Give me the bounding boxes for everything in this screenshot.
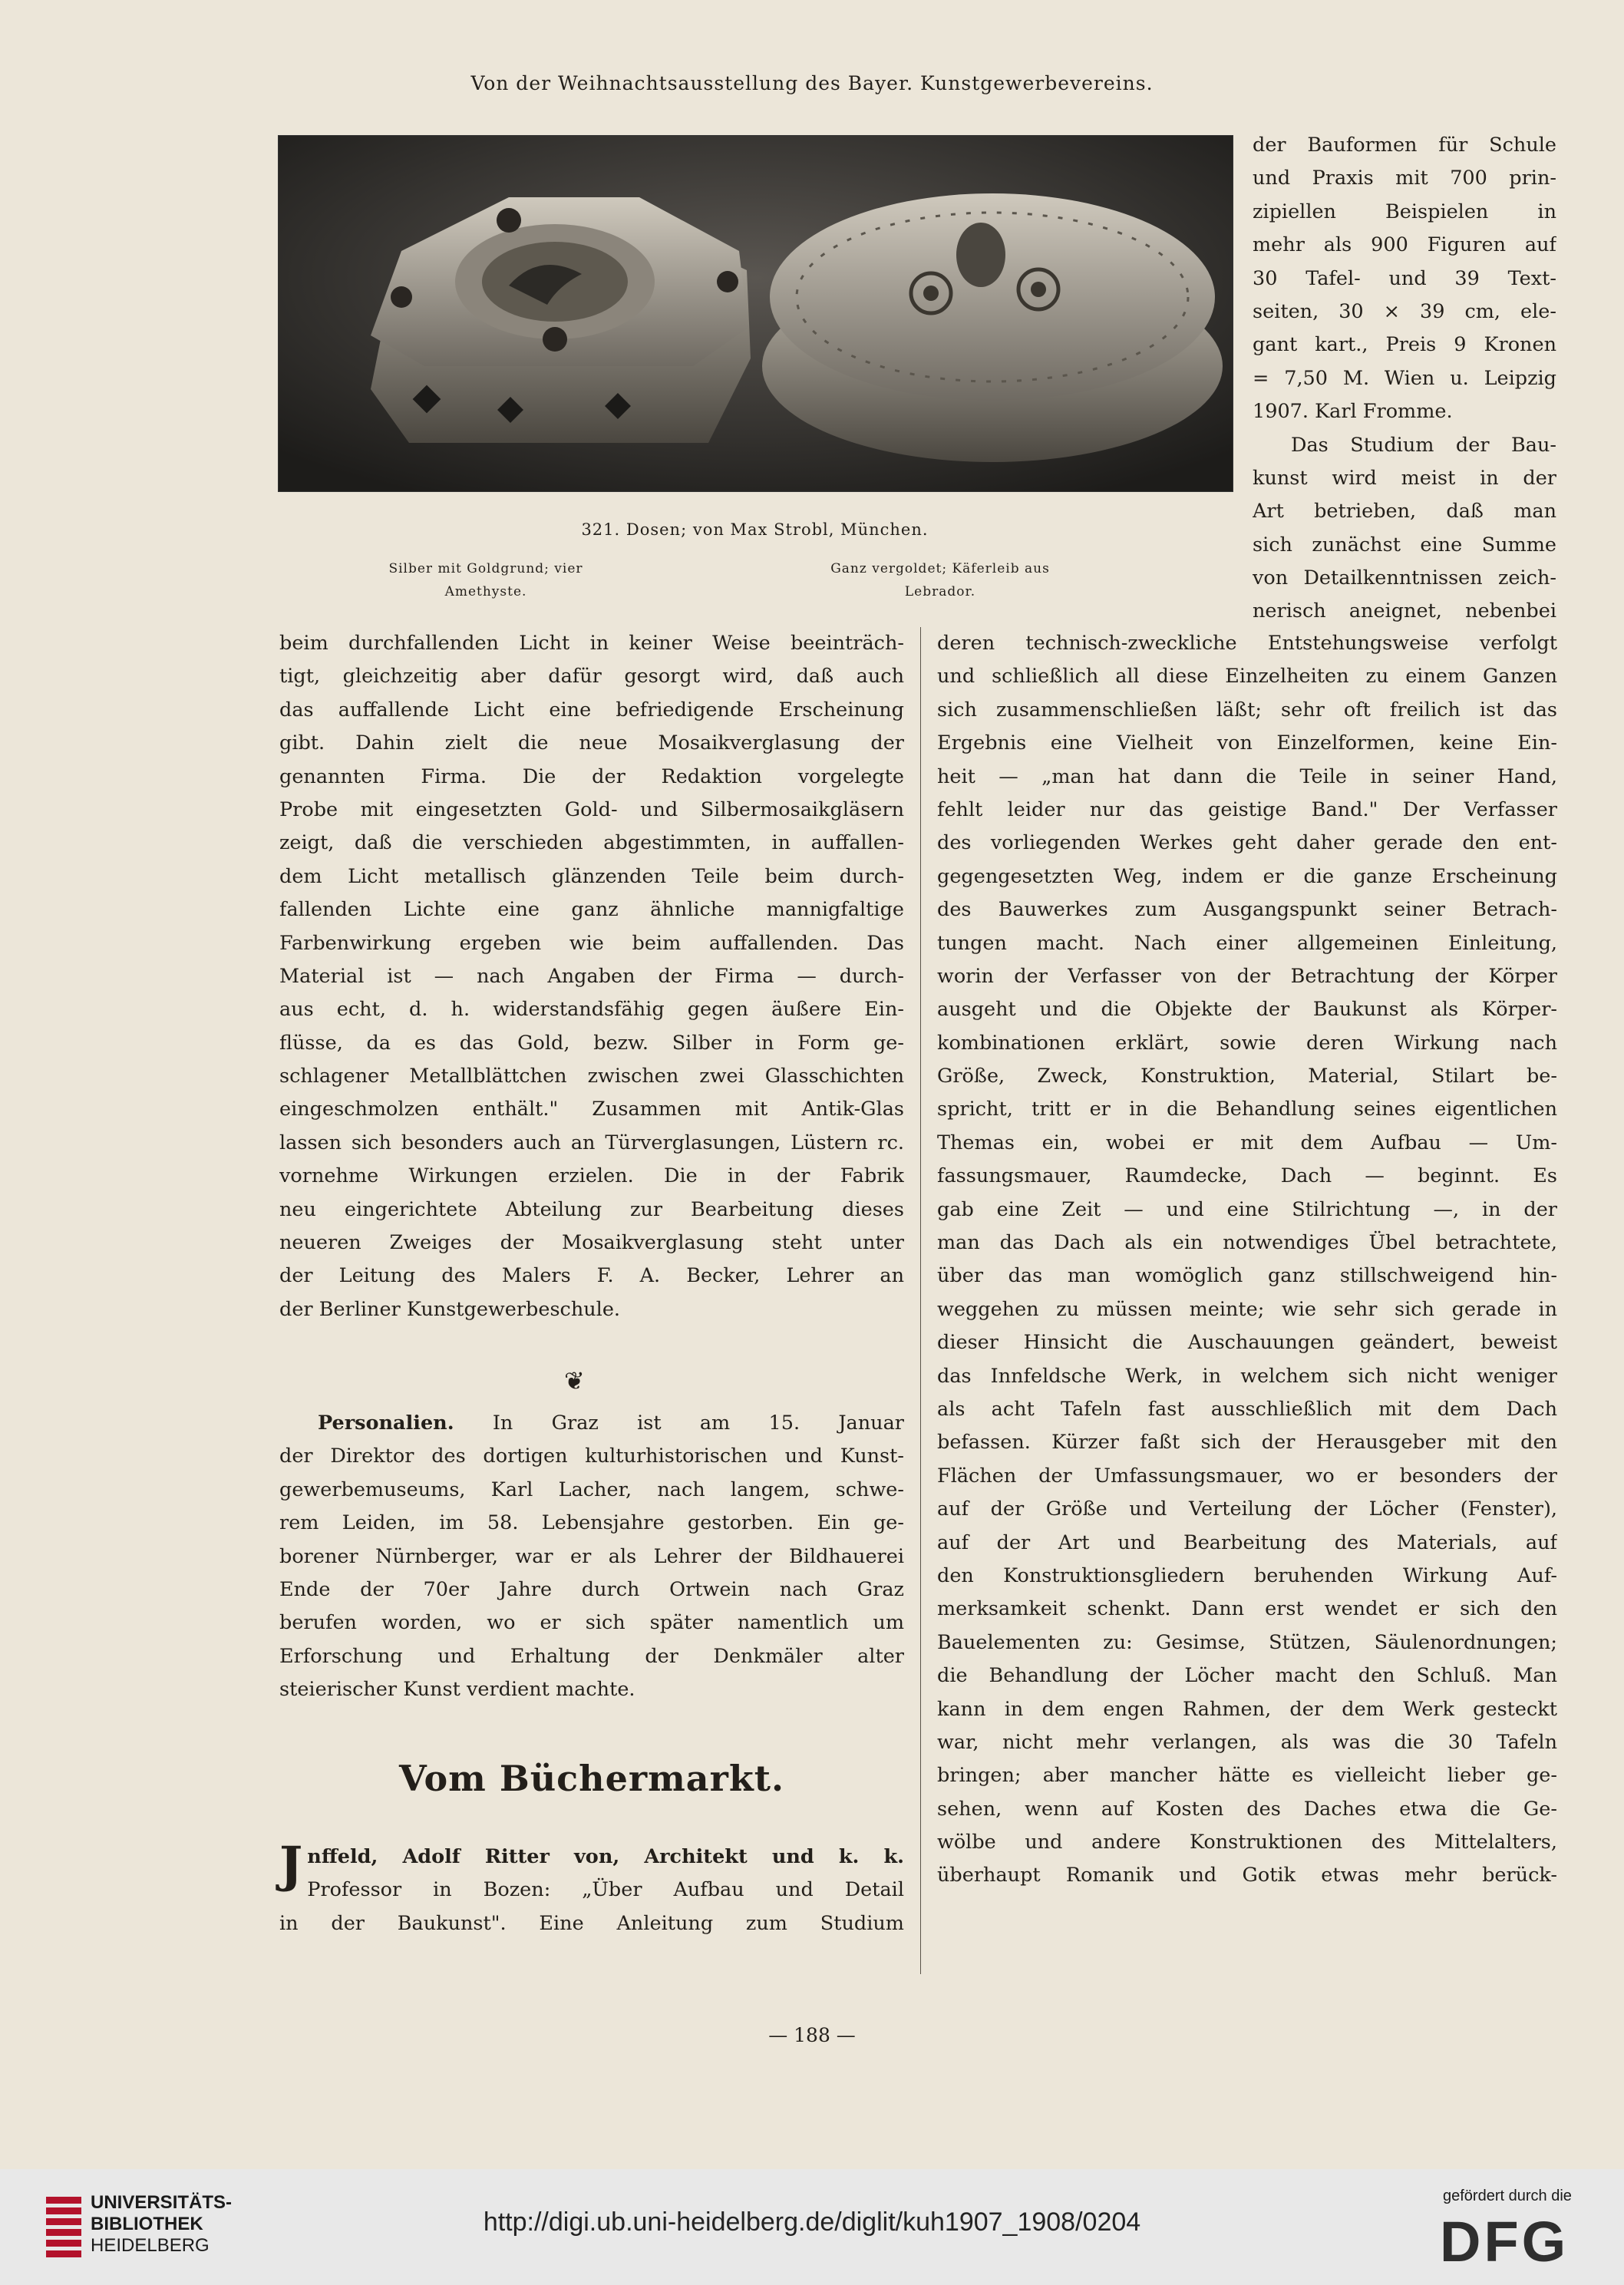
text-line: zipiellen Beispielen in bbox=[1253, 200, 1556, 223]
text-line: gegengesetzten Weg, indem er die ganze Erscheinung bbox=[937, 864, 1557, 888]
column-rule bbox=[920, 627, 921, 1974]
text-line: weggehen zu müssen meinte; wie sehr sich gerade in bbox=[937, 1297, 1557, 1321]
text-line: das auffallende Licht eine befriedigende Erscheinung bbox=[279, 698, 904, 721]
text-line: eingeschmolzen enthält." Zusammen mit Antik-Glas bbox=[279, 1098, 904, 1121]
text-line: heit — „man hat dann die Teile in seiner Hand, bbox=[937, 764, 1557, 788]
text-line: gab eine Zeit — und eine Stilrichtung —, in der bbox=[937, 1197, 1557, 1221]
text-line: = 7,50 M. Wien u. Leipzig bbox=[1253, 366, 1556, 390]
text-line: kunst wird meist in der bbox=[1253, 466, 1556, 490]
text-line: der Leitung des Malers F. A. Becker, Lehrer an bbox=[279, 1264, 904, 1288]
text-line: in der Baukunst". Eine Anleitung zum Studium bbox=[279, 1911, 904, 1935]
personalien-first-line: In Graz ist am 15. Januar bbox=[454, 1412, 904, 1435]
text-line: das Innfeldsche Werk, in welchem sich nicht weniger bbox=[937, 1364, 1557, 1388]
ornament-divider: ❦ bbox=[564, 1366, 585, 1395]
library-name-line: UNIVERSITÄTS- bbox=[91, 2192, 233, 2213]
text-line: der Bauformen für Schule bbox=[1253, 134, 1556, 157]
text-line: borener Nürnberger, war er als Lehrer der Bildhauerei bbox=[279, 1544, 904, 1568]
text-line bbox=[279, 1407, 904, 1440]
text-line: vornehme Wirkungen erzielen. Die in der Fabrik bbox=[279, 1164, 904, 1188]
text-line: auf der Größe und Verteilung der Löcher (Fenster), bbox=[937, 1497, 1557, 1521]
text-line: Das Studium der Bau- bbox=[1291, 433, 1556, 457]
text-line: seiten, 30 × 39 cm, ele- bbox=[1253, 299, 1556, 323]
caption-right-line: Ganz vergoldet; Käferleib aus bbox=[830, 561, 1050, 576]
text-line: Flächen der Umfassungsmauer, wo er besonders der bbox=[937, 1464, 1557, 1488]
text-line: die Behandlung der Löcher macht den Schluß. Man bbox=[937, 1664, 1557, 1688]
caption-left-line: Silber mit Goldgrund; vier bbox=[388, 561, 583, 576]
library-name-line: BIBLIOTHEK bbox=[91, 2214, 203, 2234]
text-line: neu eingerichtete Abteilung zur Bearbeitung dieses bbox=[279, 1197, 904, 1221]
text-line: der Berliner Kunstgewerbeschule. bbox=[279, 1297, 621, 1321]
text-line: Material ist — nach Angaben der Firma — durch- bbox=[279, 964, 904, 988]
text-line: fallenden Lichte eine ganz ähnliche mannigfaltige bbox=[279, 898, 904, 922]
text-line: Art betrieben, daß man bbox=[1253, 500, 1556, 523]
dfg-logo: DFG bbox=[1440, 2210, 1570, 2273]
text-line: 30 Tafel- und 39 Text- bbox=[1253, 266, 1556, 290]
text-line: Probe mit eingesetzten Gold- und Silbermosaikgläsern bbox=[279, 797, 904, 821]
text-line: und schließlich all diese Einzelheiten zu einem Ganzen bbox=[937, 665, 1557, 688]
text-line: genannten Firma. Die der Redaktion vorgelegte bbox=[279, 764, 904, 788]
text-line: Bauelementen zu: Gesimse, Stützen, Säulenordnungen; bbox=[937, 1630, 1557, 1654]
personalien-heading: Personalien. bbox=[318, 1412, 454, 1435]
text-line: nffeld, Adolf Ritter von, Architekt und k. k. bbox=[307, 1845, 904, 1868]
text-line: steierischer Kunst verdient machte. bbox=[279, 1678, 635, 1702]
text-line: kann in dem engen Rahmen, der dem Werk gesteckt bbox=[937, 1697, 1557, 1721]
text-line: von Detailkenntnissen zeich- bbox=[1253, 566, 1556, 590]
text-line: sich zunächst eine Summe bbox=[1253, 533, 1556, 556]
text-line: war, nicht mehr verlangen, als was die 30 Tafeln bbox=[937, 1730, 1557, 1754]
text-line: Ergebnis eine Vielheit von Einzelformen, keine Ein- bbox=[937, 731, 1557, 755]
section-title: Vom Büchermarkt. bbox=[399, 1758, 784, 1799]
personalien-section bbox=[279, 1407, 904, 1707]
text-line: worin der Verfasser von der Betrachtung der Körper bbox=[937, 964, 1557, 988]
right-column-top bbox=[1253, 129, 1556, 629]
text-line: dieser Hinsicht die Auschauungen geändert, beweist bbox=[937, 1331, 1557, 1355]
text-line: tigt, gleichzeitig aber dafür gesorgt wird, daß auch bbox=[279, 665, 904, 688]
text-line: bringen; aber mancher hätte es vielleicht lieber ge- bbox=[937, 1764, 1557, 1788]
text-line: aus echt, d. h. widerstandsfähig gegen äußere Ein- bbox=[279, 998, 904, 1022]
text-line: ausgeht und die Objekte der Baukunst als Körper- bbox=[937, 998, 1557, 1022]
text-line: der Direktor des dortigen kulturhistorischen und Kunst- bbox=[279, 1445, 904, 1468]
text-line: des Bauwerkes zum Ausgangspunkt seiner Betrach- bbox=[937, 898, 1557, 922]
caption-right-line: Lebrador. bbox=[904, 584, 976, 599]
round-box-image bbox=[762, 193, 1223, 462]
text-line: des vorliegenden Werkes geht daher gerade den ent- bbox=[937, 831, 1557, 855]
text-line: und Praxis mit 700 prin- bbox=[1253, 167, 1556, 190]
text-line: tungen macht. Nach einer allgemeinen Einleitung, bbox=[937, 931, 1557, 955]
text-line: flüsse, da es das Gold, bezw. Silber in Form ge- bbox=[279, 1031, 904, 1055]
text-line: Farbenwirkung ergeben wie beim auffallenden. Das bbox=[279, 931, 904, 955]
text-line: rem Leiden, im 58. Lebensjahre gestorben. Ein ge- bbox=[279, 1511, 904, 1535]
text-line: gewerbemuseums, Karl Lacher, nach langem, schwe- bbox=[279, 1478, 904, 1501]
text-line: beim durchfallenden Licht in keiner Weise beeinträch- bbox=[279, 632, 904, 655]
text-line: spricht, tritt er in die Behandlung seines eigentlichen bbox=[937, 1098, 1557, 1121]
text-line: Größe, Zweck, Konstruktion, Material, Stilart be- bbox=[937, 1065, 1557, 1088]
dropcap: J bbox=[279, 1836, 303, 1894]
text-line: man das Dach als ein notwendiges Übel betrachtete, bbox=[937, 1231, 1557, 1255]
text-line: den Konstruktionsgliedern beruhenden Wirkung Auf- bbox=[937, 1564, 1557, 1587]
text-line: als acht Tafeln fast ausschließlich mit dem Dach bbox=[937, 1397, 1557, 1421]
text-line: neueren Zweiges der Mosaikverglasung steht unter bbox=[279, 1231, 904, 1255]
text-line: 1907. Karl Fromme. bbox=[1253, 400, 1453, 424]
text-line: schlagener Metallblättchen zwischen zwei Glasschichten bbox=[279, 1065, 904, 1088]
text-line: fehlt leider nur das geistige Band." Der Verfasser bbox=[937, 797, 1557, 821]
text-line: Themas ein, wobei er mit dem Aufbau — Um- bbox=[937, 1131, 1557, 1154]
text-line: Ende der 70er Jahre durch Ortwein nach Graz bbox=[279, 1577, 904, 1601]
funding-label: gefördert durch die bbox=[1443, 2188, 1572, 2204]
text-line: deren technisch-zweckliche Entstehungsweise verfolgt bbox=[937, 632, 1557, 655]
text-line: nerisch aneignet, nebenbei bbox=[1253, 599, 1556, 623]
figure-photo-boxes bbox=[278, 135, 1233, 492]
text-line: sich zusammenschließen läßt; sehr oft freilich ist das bbox=[937, 698, 1557, 721]
text-line: Professor in Bozen: „Über Aufbau und Detail bbox=[307, 1878, 904, 1902]
caption-left-line: Amethyste. bbox=[444, 584, 527, 599]
text-line: wölbe und andere Konstruktionen des Mittelalters, bbox=[937, 1831, 1557, 1854]
text-line: gant kart., Preis 9 Kronen bbox=[1253, 333, 1556, 357]
figure-caption-left bbox=[336, 557, 635, 603]
figure-caption-right bbox=[783, 557, 1098, 603]
right-column bbox=[937, 627, 1557, 1893]
text-line: kombinationen erklärt, sowie deren Wirkung nach bbox=[937, 1031, 1557, 1055]
text-line: dem Licht metallisch glänzenden Teile beim durch- bbox=[279, 864, 904, 888]
text-line: gibt. Dahin zielt die neue Mosaikverglasung der bbox=[279, 731, 904, 755]
text-line: berufen worden, wo er sich später namentlich um bbox=[279, 1611, 904, 1635]
text-line: mehr als 900 Figuren auf bbox=[1253, 233, 1556, 257]
running-head: Von der Weihnachtsausstellung des Bayer. Kunstgewerbevereins. bbox=[470, 72, 1154, 94]
viewer-footer bbox=[0, 2169, 1624, 2285]
text-line: lassen sich besonders auch an Türverglasungen, Lüstern rc. bbox=[279, 1131, 904, 1154]
text-line: sehen, wenn auf Kosten des Daches etwa die Ge- bbox=[937, 1797, 1557, 1821]
text-line: über das man womöglich ganz stillschweigend hin- bbox=[937, 1264, 1557, 1288]
text-line: befassen. Kürzer faßt sich der Herausgeber mit den bbox=[937, 1431, 1557, 1455]
text-line: zeigt, daß die verschieden abgestimmten, in auffallen- bbox=[279, 831, 904, 855]
text-line: fassungsmauer, Raumdecke, Dach — beginnt. Es bbox=[937, 1164, 1557, 1188]
text-line: merksamkeit schenkt. Dann erst wendet er sich den bbox=[937, 1597, 1557, 1621]
document-url-link[interactable]: http://digi.ub.uni-heidelberg.de/diglit/kuh1907_1908/0204 bbox=[483, 2207, 1141, 2237]
text-line: auf der Art und Bearbeitung des Materials, auf bbox=[937, 1530, 1557, 1554]
library-name-line: HEIDELBERG bbox=[91, 2235, 210, 2256]
left-column bbox=[279, 627, 904, 1326]
text-line: überhaupt Romanik und Gotik etwas mehr berück- bbox=[937, 1864, 1557, 1887]
text-line: Erforschung und Erhaltung der Denkmäler alter bbox=[279, 1644, 904, 1668]
page-number: — 188 — bbox=[768, 2024, 856, 2046]
figure-caption: 321. Dosen; von Max Strobl, München. bbox=[581, 520, 929, 539]
book-entry bbox=[279, 1836, 904, 1940]
